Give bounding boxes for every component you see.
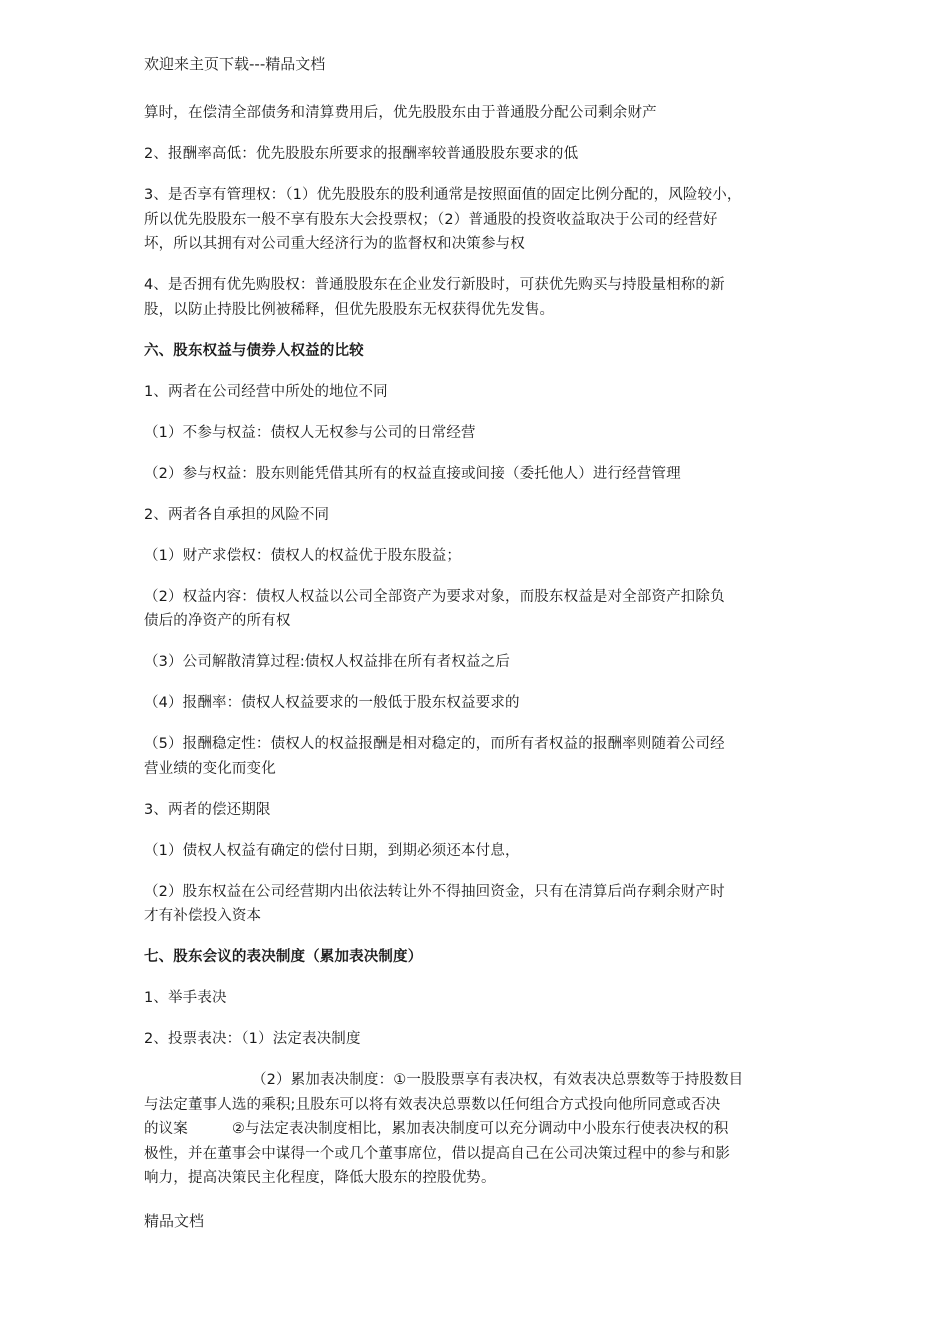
text-line: 债后的净资产的所有权 — [144, 613, 291, 629]
page-footer: 精品文档 — [144, 1212, 205, 1230]
text-line: 所以优先股股东一般不享有股东大会投票权；（2）普通股的投资收益取决于公司的经营好 — [144, 211, 718, 228]
text-line: （2）股东权益在公司经营期内出依法转让外不得抽回资金，只有在清算后尚存剩余财产时 — [144, 883, 725, 900]
text-line: 极性，并在董事会中谋得一个或几个董事席位，借以提高自己在公司决策过程中的参与和影 — [144, 1145, 730, 1162]
paragraph — [144, 544, 810, 569]
paragraph — [144, 183, 810, 257]
text-line: （1）债权人权益有确定的偿付日期，到期必须还本付息， — [144, 842, 520, 859]
paragraph — [144, 101, 810, 126]
paragraph — [144, 691, 810, 716]
paragraph — [144, 650, 810, 675]
text-line: 六、股东权益与债券人权益的比较 — [144, 342, 364, 359]
page-header: 欢迎来主页下载---精品文档 — [144, 55, 326, 73]
text-line: 与法定董事人选的乘积;且股东可以将有效表决总票数以任何组合方式投向他所同意或否决 — [144, 1096, 721, 1113]
document-body — [144, 101, 810, 1207]
text-line: 1、举手表决 — [144, 990, 227, 1006]
paragraph — [144, 986, 810, 1011]
text-line: 的议案 ②与法定表决制度相比，累加表决制度可以充分调动中小股东行使表决权的积 — [144, 1121, 729, 1137]
text-line: 七、股东会议的表决制度（累加表决制度） — [144, 949, 423, 965]
paragraph — [144, 732, 810, 781]
text-line: （2）权益内容：债权人权益以公司全部资产为要求对象，而股东权益是对全部资产扣除负 — [144, 588, 725, 605]
paragraph — [144, 585, 810, 634]
paragraph — [144, 1068, 810, 1191]
text-line: （2）参与权益：股东则能凭借其所有的权益直接或间接（委托他人）进行经营管理 — [144, 465, 681, 482]
paragraph — [144, 798, 810, 823]
text-line: （4）报酬率：债权人权益要求的一般低于股东权益要求的 — [144, 695, 520, 711]
text-line: 股，以防止持股比例被稀释，但优先股股东无权获得优先发售。 — [144, 301, 555, 318]
text-line: 3、两者的偿还期限 — [144, 801, 271, 818]
paragraph — [144, 421, 810, 446]
text-line: 2、两者各自承担的风险不同 — [144, 506, 330, 523]
paragraph — [144, 380, 810, 405]
text-line: （2）累加表决制度：①一股股票享有表决权，有效表决总票数等于持股数目 — [252, 1072, 744, 1088]
text-line: 响力，提高决策民主化程度，降低大股东的控股优势。 — [144, 1170, 496, 1186]
text-line: 坏，所以其拥有对公司重大经济行为的监督权和决策参与权 — [144, 236, 525, 252]
section-heading — [144, 339, 810, 364]
paragraph — [144, 503, 810, 528]
text-line: 4、是否拥有优先购股权：普通股股东在企业发行新股时，可获优先购买与持股量相称的新 — [144, 277, 725, 293]
text-line: 才有补偿投入资本 — [144, 908, 262, 924]
text-line: 算时，在偿清全部债务和清算费用后，优先股股东由于普通股分配公司剩余财产 — [144, 105, 657, 121]
text-line: （1）不参与权益：债权人无权参与公司的日常经营 — [144, 424, 476, 441]
paragraph — [144, 273, 810, 322]
text-line: 2、报酬率高低：优先股股东所要求的报酬率较普通股股东要求的低 — [144, 146, 579, 162]
text-line: （5）报酬稳定性：债权人的权益报酬是相对稳定的，而所有者权益的报酬率则随着公司经 — [144, 736, 725, 752]
paragraph — [144, 839, 810, 864]
text-line: （1）财产求偿权：债权人的权益优于股东股益； — [144, 547, 462, 564]
paragraph — [144, 1027, 810, 1052]
paragraph — [144, 462, 810, 487]
text-line: （3）公司解散清算过程:债权人权益排在所有者权益之后 — [144, 654, 511, 670]
text-line: 1、两者在公司经营中所处的地位不同 — [144, 383, 388, 400]
paragraph — [144, 880, 810, 929]
text-line: 营业绩的变化而变化 — [144, 760, 276, 777]
text-line: 2、投票表决：（1）法定表决制度 — [144, 1031, 361, 1047]
paragraph — [144, 142, 810, 167]
text-line: 3、是否享有管理权：（1）优先股股东的股利通常是按照面值的固定比例分配的，风险较小， — [144, 187, 742, 203]
section-heading — [144, 945, 810, 970]
